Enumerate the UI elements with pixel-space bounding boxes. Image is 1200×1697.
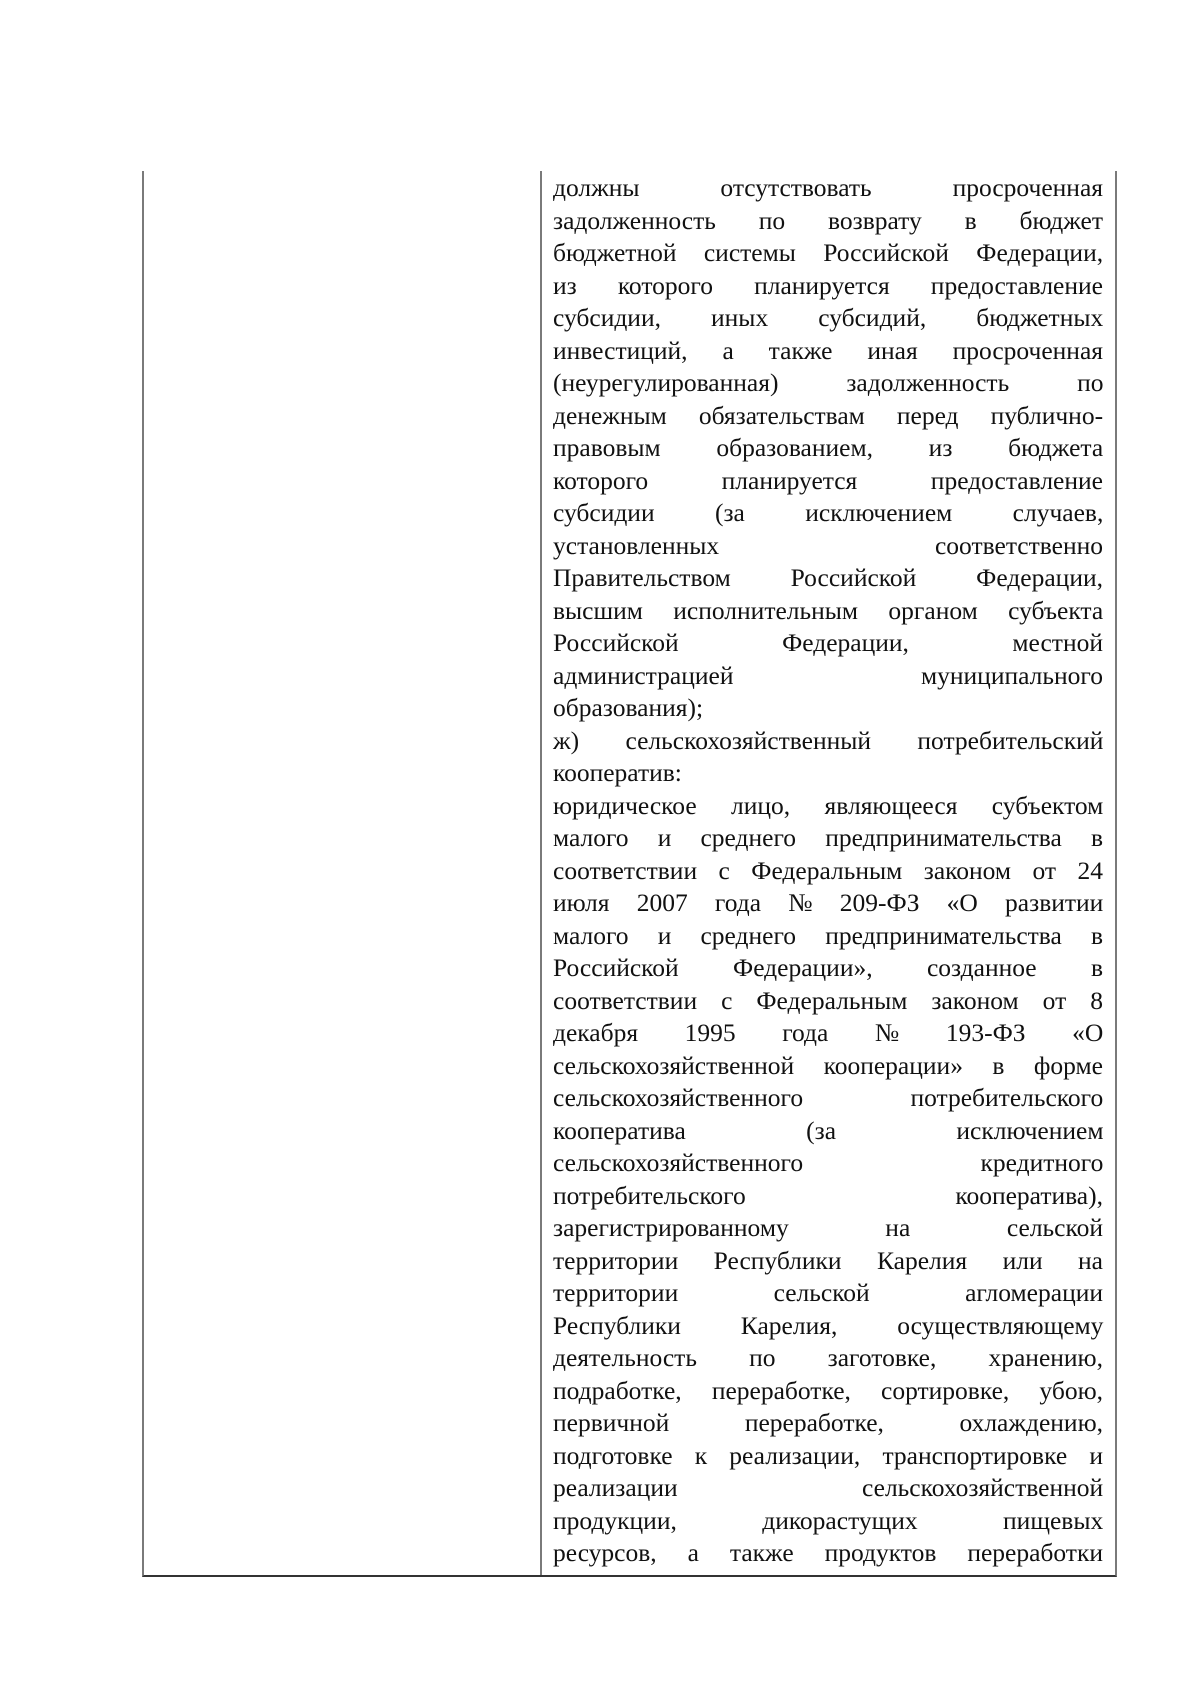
text-line: юридическое лицо, являющееся субъектом [553, 790, 1104, 820]
text-line: субсидии, иных субсидий, бюджетных [553, 303, 1104, 332]
text-line: соответствии с Федеральным законом от 24 [553, 855, 1103, 885]
text-line: администрацией муниципального [553, 660, 1103, 690]
text-line: сельскохозяйственного кредитного [553, 1148, 1104, 1177]
document-table [142, 171, 1117, 1577]
text-line: кооператива (за исключением [553, 1115, 1104, 1145]
text-line: Российской Федерации, местной [553, 628, 1103, 657]
text-line: ресурсов, а также продуктов переработки [553, 1538, 1103, 1567]
text-line: высшим исполнительным органом субъекта [553, 595, 1104, 625]
text-line: Правительством Российской Федерации, [553, 563, 1103, 592]
text-line: Республики Карелия, осуществляющему [553, 1310, 1104, 1340]
text-line: соответствии с Федеральным законом от 8 [553, 985, 1103, 1015]
text-line: образования); [553, 693, 704, 722]
text-line: сельскохозяйственной кооперации» в форме [553, 1050, 1103, 1080]
text-line: продукции, дикорастущих пищевых [553, 1505, 1104, 1535]
text-line: которого планируется предоставление [553, 465, 1103, 495]
table-right-cell [542, 171, 1115, 1575]
text-line: правовым образованием, из бюджета [553, 433, 1104, 462]
text-line: первичной переработке, охлаждению, [553, 1408, 1103, 1437]
text-line: малого и среднего предпринимательства в [553, 823, 1103, 852]
text-line: деятельность по заготовке, хранению, [553, 1343, 1103, 1372]
text-line: субсидии (за исключением случаев, [553, 498, 1104, 527]
text-line: Российской Федерации», созданное в [553, 953, 1104, 982]
text-line: декабря 1995 года № 193-ФЗ «О [553, 1018, 1104, 1047]
text-line: июля 2007 года № 209-ФЗ «О развитии [553, 888, 1104, 917]
text-line: кооператив: [553, 758, 682, 787]
text-line: территории Республики Карелия или на [553, 1245, 1103, 1275]
text-line: установленных соответственно [553, 530, 1103, 560]
text-line: сельскохозяйственного потребительского [553, 1083, 1104, 1112]
text-line: задолженность по возврату в бюджет [553, 205, 1103, 235]
text-line: из которого планируется предоставление [553, 270, 1103, 300]
text-line: потребительского кооператива), [553, 1180, 1103, 1210]
table-left-cell [144, 171, 542, 1575]
text-line: территории сельской агломерации [553, 1278, 1104, 1307]
text-line: зарегистрированному на сельской [553, 1213, 1103, 1242]
text-line: подработке, переработке, сортировке, убою, [553, 1375, 1103, 1405]
text-line: инвестиций, а также иная просроченная [553, 335, 1103, 365]
text-line: должны отсутствовать просроченная [553, 173, 1103, 202]
text-line: бюджетной системы Российской Федерации, [553, 238, 1104, 267]
text-line: (неурегулированная) задолженность по [553, 368, 1104, 397]
text-line: ж) сельскохозяйственный потребительский [553, 725, 1104, 755]
text-line: малого и среднего предпринимательства в [553, 920, 1103, 950]
text-line: денежным обязательствам перед публично- [553, 400, 1104, 430]
text-line: подготовке к реализации, транспортировке и [553, 1440, 1103, 1470]
text-line: реализации сельскохозяйственной [553, 1473, 1104, 1502]
